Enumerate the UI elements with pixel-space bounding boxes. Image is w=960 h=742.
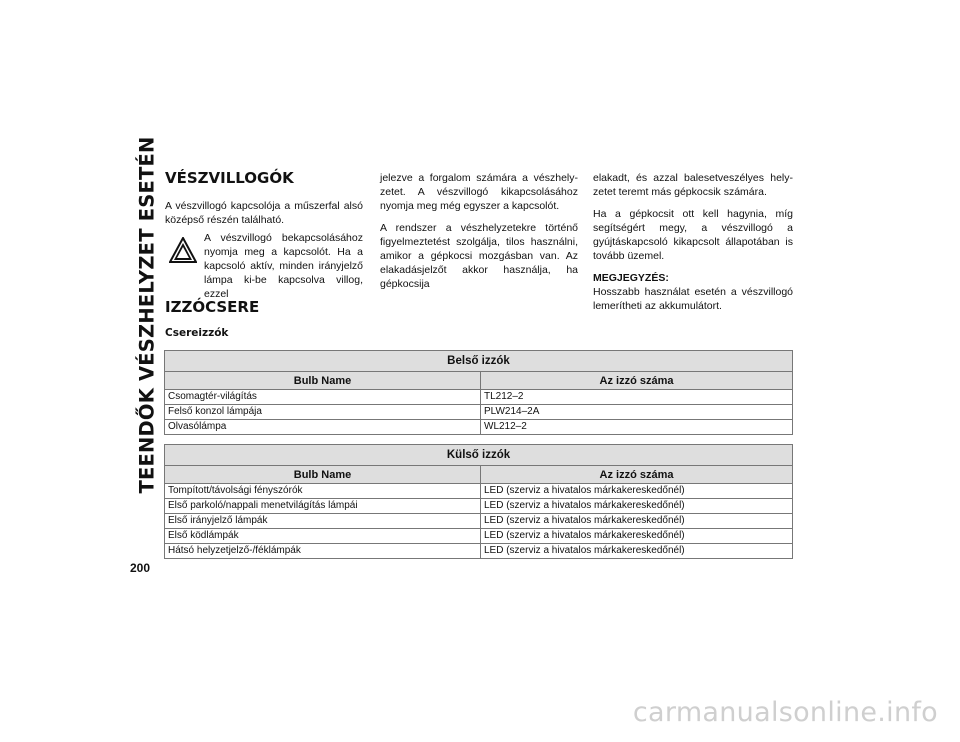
bulb-number-cell: LED (szerviz a hivatalos márkakereskedőnél)	[481, 499, 793, 514]
inner-bulbs-table	[164, 350, 793, 435]
bulb-number-cell: LED (szerviz a hivatalos márkakereskedőnél)	[481, 484, 793, 499]
section-subtitle-replacement-bulbs: Csereizzók	[165, 327, 229, 339]
side-section-title	[134, 136, 160, 494]
bulb-number-cell: LED (szerviz a hivatalos márkakereskedőnél)	[481, 544, 793, 559]
column-1	[165, 199, 363, 301]
page-number: 200	[130, 561, 151, 575]
bulb-name-cell: Első irányjelző lámpák	[165, 514, 481, 529]
bulb-number-cell: LED (szerviz a hivatalos márkakereskedőnél)	[481, 514, 793, 529]
bulb-name-cell: Hátsó helyzetjelző-/féklámpák	[165, 544, 481, 559]
col3-paragraph-2: Ha a gépkocsit ott kell hagynia, míg segítségért megy, a vészvillogó a gyújtáskapcsoló kikapcsolt állapotában is tovább üzemel.	[593, 208, 793, 262]
watermark: carmanualsonline.info	[632, 697, 938, 728]
bulb-number-cell: LED (szerviz a hivatalos márkakereskedőnél)	[481, 529, 793, 544]
warning-triangle-icon	[169, 237, 197, 263]
table-row	[165, 420, 793, 435]
bulb-number-cell: TL212–2	[481, 390, 793, 405]
bulb-name-cell: Első ködlámpák	[165, 529, 481, 544]
outer-bulbs-table	[164, 444, 793, 559]
table-row	[165, 514, 793, 529]
table-header-bulb-number: Az izzó száma	[481, 372, 793, 390]
section-title-bulb-replacement: IZZÓCSERE	[165, 298, 260, 316]
section-title-hazard-lights: VÉSZVILLOGÓK	[165, 169, 294, 187]
bulb-number-cell: PLW214–2A	[481, 405, 793, 420]
bulb-name-cell: Olvasólámpa	[165, 420, 481, 435]
table-row	[165, 544, 793, 559]
col2-paragraph-2: A rendszer a vészhelyzetekre történő figyelmeztetést szolgálja, tilos használni, amikor a gépkocsi mozgásban van. Az elakadásjelzőt akkor használja, ha gépkocsija	[380, 222, 578, 290]
bulb-number-cell: WL212–2	[481, 420, 793, 435]
table-row	[165, 405, 793, 420]
warning-text: A vészvillogó bekapcsolásához nyomja meg a kapcsolót. Ha a kapcsoló aktív, minden irányjelző lámpa ki-be kapcsolva villog, ezzel	[204, 232, 363, 300]
note-text: Hosszabb használat esetén a vészvillogó lemerítheti az akkumulátort.	[593, 286, 793, 312]
bulb-name-cell: Első parkoló/nappali menetvilágítás lámpái	[165, 499, 481, 514]
table-row	[165, 484, 793, 499]
bulb-name-cell: Felső konzol lámpája	[165, 405, 481, 420]
table-header-bulb-name: Bulb Name	[165, 372, 481, 390]
side-section-title-text: TEENDŐK VÉSZHELYZET ESETÉN	[135, 136, 159, 494]
warning-block	[165, 227, 363, 301]
table-caption: Külső izzók	[165, 445, 793, 466]
table-row	[165, 529, 793, 544]
intro-paragraph: A vészvillogó kapcsolója a műszerfal alsó középső részén található.	[165, 200, 363, 226]
col2-paragraph-1: jelezve a forgalom számára a vészhelyzetet. A vészvillogó kikapcsolásához nyomja meg még egyszer a kapcsolót.	[380, 172, 578, 212]
table-row	[165, 499, 793, 514]
column-2	[380, 171, 578, 299]
table-row	[165, 390, 793, 405]
note-label: MEGJEGYZÉS:	[593, 272, 669, 284]
table-header-bulb-number: Az izzó száma	[481, 466, 793, 484]
column-3	[593, 171, 793, 313]
table-caption: Belső izzók	[165, 351, 793, 372]
bulb-name-cell: Tompított/távolsági fényszórók	[165, 484, 481, 499]
col3-paragraph-1: elakadt, és azzal balesetveszélyes helyzetet teremt más gépkocsik számára.	[593, 172, 793, 198]
bulb-name-cell: Csomagtér-világítás	[165, 390, 481, 405]
table-header-bulb-name: Bulb Name	[165, 466, 481, 484]
